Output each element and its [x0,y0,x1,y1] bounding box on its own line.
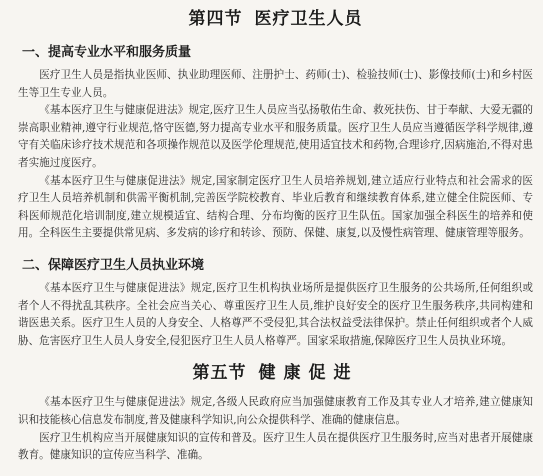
section-5-title-text: 健康促进 [258,363,359,384]
part-1-paragraph-2: 《基本医疗卫生与健康促进法》规定,医疗卫生人员应当弘扬敬佑生命、救死扶伤、甘于奉献、大爱无疆的崇高职业精神,遵守行业规范,恪守医德,努力提高专业水平和服务质量。医疗卫生人员应当遵循医学科学规律,遵守有关临床诊疗技术规范和各项操作规范以及医学伦理规范,使用适宜技术和药物,合理诊疗,因病施治,不得对患者实施过度医疗。 [18,104,533,169]
section-5-paragraph-1: 《基本医疗卫生与健康促进法》规定,各级人民政府应当加强健康教育工作及其专业人才培养,建立健康知识和技能核心信息发布制度,普及健康科学知识,向公众提供科学、准确的健康信息。 [18,396,533,426]
section-5-title [18,362,533,384]
section-4-title-text: 医疗卫生人员 [254,9,363,29]
part-2-heading: 二、保障医疗卫生人员执业环境 [22,257,205,273]
section-4-part-1 [18,44,533,243]
part-1-heading: 一、提高专业水平和服务质量 [22,45,192,60]
part-2-paragraph-1: 《基本医疗卫生与健康促进法》规定,医疗卫生机构执业场所是提供医疗卫生服务的公共场所,任何组织或者个人不得扰乱其秩序。全社会应当关心、尊重医疗卫生人员,维护良好安全的医疗卫生服务秩序,共同构建和谐医患关系。医疗卫生人员的人身安全、人格尊严不受侵犯,其合法权益受法律保护。禁止任何组织或者个人威胁、危害医疗卫生人员人身安全,侵犯医疗卫生人员人格尊严。国家采取措施,保障医疗卫生人员执业环境。 [18,281,533,347]
section-5-body [18,394,533,464]
section-4-title [18,8,533,30]
section-4-number: 第四节 [188,9,243,29]
section-4-part-2 [18,257,533,350]
part-1-paragraph-1: 医疗卫生人员是指执业医师、执业助理医师、注册护士、药师(士)、检验技师(士)、影像技师(士)和乡村医生等卫生专业人员。 [18,69,533,99]
part-1-paragraph-3: 《基本医疗卫生与健康促进法》规定,国家制定医疗卫生人员培养规划,建立适应行业特点和社会需求的医疗卫生人员培养机制和供需平衡机制,完善医学院校教育、毕业后教育和继续教育体系,建立健全住院医师、专科医师规范化培训制度,建立规模适宜、结构合理、分布均衡的医疗卫生队伍。国家加强全科医生的培养和使用。全科医生主要提供常见病、多发病的诊疗和转诊、预防、保健、康复,以及慢性病管理、健康管理等服务。 [18,174,533,240]
section-5-number: 第五节 [192,363,247,384]
section-5-paragraph-2: 医疗卫生机构应当开展健康知识的宣传和普及。医疗卫生人员在提供医疗卫生服务时,应当对患者开展健康教育。健康知识的宣传应当科学、准确。 [18,431,533,462]
